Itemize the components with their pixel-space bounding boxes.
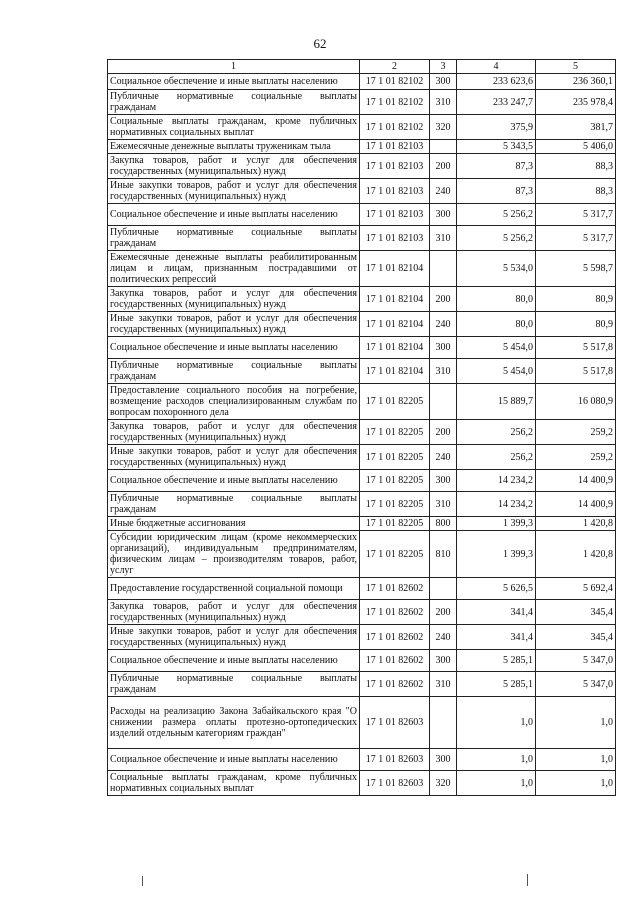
row-amount-1: 14 234,2 [457,492,536,517]
row-amount-2: 5 406,0 [536,140,616,154]
row-code: 17 1 01 82205 [360,420,430,445]
row-name: Публичные нормативные социальные выплаты гражданам [108,90,360,115]
row-code: 17 1 01 82103 [360,140,430,154]
row-expense-type: 320 [430,771,457,796]
column-header-type: 3 [430,60,457,74]
row-code: 17 1 01 82102 [360,74,430,90]
row-expense-type: 200 [430,154,457,179]
row-code: 17 1 01 82205 [360,384,430,420]
row-code: 17 1 01 82205 [360,470,430,492]
row-name: Предоставление государственной социальной помощи [108,578,360,600]
row-amount-1: 5 534,0 [457,251,536,287]
row-name: Иные закупки товаров, работ и услуг для обеспечения государственных (муниципальных) нужд [108,445,360,470]
table-row [108,226,616,251]
row-expense-type: 240 [430,445,457,470]
row-amount-2: 5 347,0 [536,672,616,697]
row-name: Закупка товаров, работ и услуг для обеспечения государственных (муниципальных) нужд [108,287,360,312]
row-name: Ежемесячные денежные выплаты реабилитированным лицам и лицам, признанным пострадавшими от политических репрессий [108,251,360,287]
row-expense-type: 300 [430,749,457,771]
table-row [108,359,616,384]
row-amount-2: 345,4 [536,625,616,650]
row-name: Публичные нормативные социальные выплаты гражданам [108,226,360,251]
row-name: Иные закупки товаров, работ и услуг для обеспечения государственных (муниципальных) нужд [108,312,360,337]
row-amount-2: 1,0 [536,697,616,749]
row-name: Закупка товаров, работ и услуг для обеспечения государственных (муниципальных) нужд [108,600,360,625]
column-header-name: 1 [108,60,360,74]
row-expense-type: 300 [430,204,457,226]
row-code: 17 1 01 82103 [360,204,430,226]
row-amount-2: 5 347,0 [536,650,616,672]
table-row [108,771,616,796]
row-amount-1: 5 454,0 [457,359,536,384]
row-code: 17 1 01 82104 [360,312,430,337]
row-amount-1: 5 454,0 [457,337,536,359]
row-name: Иные бюджетные ассигнования [108,517,360,531]
row-amount-2: 88,3 [536,154,616,179]
row-amount-1: 14 234,2 [457,470,536,492]
row-name: Иные закупки товаров, работ и услуг для обеспечения государственных (муниципальных) нужд [108,179,360,204]
row-amount-2: 259,2 [536,445,616,470]
row-code: 17 1 01 82103 [360,154,430,179]
table-row [108,140,616,154]
row-code: 17 1 01 82205 [360,445,430,470]
row-name: Иные закупки товаров, работ и услуг для обеспечения государственных (муниципальных) нужд [108,625,360,650]
table-row [108,204,616,226]
row-expense-type: 310 [430,359,457,384]
row-code: 17 1 01 82602 [360,600,430,625]
table-header-row [108,60,616,74]
row-code: 17 1 01 82603 [360,771,430,796]
row-amount-2: 5 692,4 [536,578,616,600]
row-expense-type: 800 [430,517,457,531]
table-row [108,420,616,445]
row-name: Публичные нормативные социальные выплаты гражданам [108,672,360,697]
table-row [108,697,616,749]
row-code: 17 1 01 82104 [360,251,430,287]
row-name: Социальное обеспечение и иные выплаты населению [108,204,360,226]
row-code: 17 1 01 82103 [360,226,430,251]
row-amount-2: 235 978,4 [536,90,616,115]
row-code: 17 1 01 82104 [360,287,430,312]
table-row [108,312,616,337]
row-amount-1: 87,3 [457,179,536,204]
row-expense-type: 240 [430,312,457,337]
column-header-code: 2 [360,60,430,74]
row-amount-2: 14 400,9 [536,492,616,517]
row-expense-type: 310 [430,90,457,115]
table-row [108,337,616,359]
scan-mark [527,874,528,886]
row-code: 17 1 01 82103 [360,179,430,204]
row-name: Социальные выплаты гражданам, кроме публичных нормативных социальных выплат [108,115,360,140]
row-amount-2: 16 080,9 [536,384,616,420]
row-amount-2: 5 598,7 [536,251,616,287]
row-amount-2: 5 317,7 [536,226,616,251]
row-expense-type: 310 [430,672,457,697]
row-amount-1: 375,9 [457,115,536,140]
row-expense-type: 810 [430,531,457,578]
table-row [108,74,616,90]
table-row [108,154,616,179]
table-row [108,672,616,697]
row-amount-1: 1 399,3 [457,517,536,531]
row-amount-1: 5 256,2 [457,226,536,251]
row-expense-type: 200 [430,287,457,312]
row-amount-1: 256,2 [457,445,536,470]
row-expense-type [430,578,457,600]
row-amount-2: 381,7 [536,115,616,140]
row-name: Закупка товаров, работ и услуг для обеспечения государственных (муниципальных) нужд [108,154,360,179]
row-amount-1: 87,3 [457,154,536,179]
row-code: 17 1 01 82603 [360,749,430,771]
row-name: Ежемесячные денежные выплаты труженикам тыла [108,140,360,154]
row-amount-1: 5 285,1 [457,672,536,697]
row-expense-type: 300 [430,470,457,492]
row-code: 17 1 01 82205 [360,492,430,517]
row-amount-1: 1,0 [457,771,536,796]
table-row [108,251,616,287]
row-name: Социальное обеспечение и иные выплаты населению [108,74,360,90]
table-row [108,492,616,517]
table-row [108,384,616,420]
row-code: 17 1 01 82602 [360,650,430,672]
row-amount-1: 5 285,1 [457,650,536,672]
row-amount-2: 1,0 [536,771,616,796]
row-name: Социальное обеспечение и иные выплаты населению [108,337,360,359]
row-amount-1: 233 247,7 [457,90,536,115]
row-expense-type: 320 [430,115,457,140]
row-code: 17 1 01 82102 [360,115,430,140]
row-amount-2: 5 317,7 [536,204,616,226]
row-name: Публичные нормативные социальные выплаты гражданам [108,492,360,517]
row-expense-type: 240 [430,625,457,650]
row-name: Социальное обеспечение и иные выплаты населению [108,470,360,492]
row-name: Социальное обеспечение и иные выплаты населению [108,650,360,672]
row-expense-type: 240 [430,179,457,204]
row-amount-1: 1 399,3 [457,531,536,578]
row-amount-1: 5 256,2 [457,204,536,226]
table-row [108,517,616,531]
row-amount-1: 5 626,5 [457,578,536,600]
row-expense-type [430,140,457,154]
row-expense-type: 200 [430,600,457,625]
table-row [108,625,616,650]
row-amount-2: 1 420,8 [536,531,616,578]
table-row [108,749,616,771]
row-expense-type: 300 [430,337,457,359]
table-row [108,445,616,470]
column-header-amount-2: 5 [536,60,616,74]
row-amount-2: 80,9 [536,312,616,337]
table-row [108,115,616,140]
row-amount-1: 233 623,6 [457,74,536,90]
row-expense-type: 310 [430,492,457,517]
table-row [108,179,616,204]
table-row [108,578,616,600]
row-code: 17 1 01 82602 [360,625,430,650]
scan-mark [142,876,143,886]
row-amount-1: 256,2 [457,420,536,445]
row-code: 17 1 01 82104 [360,337,430,359]
row-amount-1: 5 343,5 [457,140,536,154]
row-amount-2: 1,0 [536,749,616,771]
table-row [108,287,616,312]
row-code: 17 1 01 82602 [360,578,430,600]
row-name: Публичные нормативные социальные выплаты гражданам [108,359,360,384]
row-amount-2: 236 360,1 [536,74,616,90]
table-row [108,531,616,578]
row-expense-type [430,251,457,287]
row-name: Расходы на реализацию Закона Забайкальского края "О снижении размера оплаты протезно-ортопедических изделий отдельным категориям граждан" [108,697,360,749]
row-amount-2: 14 400,9 [536,470,616,492]
row-amount-2: 80,9 [536,287,616,312]
row-amount-2: 5 517,8 [536,337,616,359]
row-amount-1: 1,0 [457,697,536,749]
row-amount-2: 5 517,8 [536,359,616,384]
row-expense-type: 300 [430,74,457,90]
row-amount-1: 15 889,7 [457,384,536,420]
row-expense-type: 310 [430,226,457,251]
row-amount-1: 341,4 [457,600,536,625]
row-amount-1: 341,4 [457,625,536,650]
row-amount-2: 345,4 [536,600,616,625]
row-code: 17 1 01 82102 [360,90,430,115]
row-code: 17 1 01 82603 [360,697,430,749]
row-amount-2: 259,2 [536,420,616,445]
row-expense-type [430,384,457,420]
row-code: 17 1 01 82205 [360,517,430,531]
row-amount-2: 1 420,8 [536,517,616,531]
row-expense-type [430,697,457,749]
row-name: Субсидии юридическим лицам (кроме некоммерческих организаций), индивидуальным предпринимателям, физическим лицам – производителям товаров, работ, услуг [108,531,360,578]
table-row [108,600,616,625]
table-row [108,650,616,672]
row-code: 17 1 01 82104 [360,359,430,384]
row-name: Закупка товаров, работ и услуг для обеспечения государственных (муниципальных) нужд [108,420,360,445]
row-name: Социальное обеспечение и иные выплаты населению [108,749,360,771]
row-expense-type: 300 [430,650,457,672]
row-name: Социальные выплаты гражданам, кроме публичных нормативных социальных выплат [108,771,360,796]
budget-table [107,59,616,796]
row-code: 17 1 01 82602 [360,672,430,697]
row-code: 17 1 01 82205 [360,531,430,578]
row-expense-type: 200 [430,420,457,445]
row-amount-2: 88,3 [536,179,616,204]
row-amount-1: 80,0 [457,287,536,312]
table-row [108,90,616,115]
row-name: Предоставление социального пособия на погребение, возмещение расходов специализированным службам по вопросам похоронного дела [108,384,360,420]
row-amount-1: 80,0 [457,312,536,337]
column-header-amount-1: 4 [457,60,536,74]
row-amount-1: 1,0 [457,749,536,771]
page-number: 62 [313,36,327,51]
table-row [108,470,616,492]
